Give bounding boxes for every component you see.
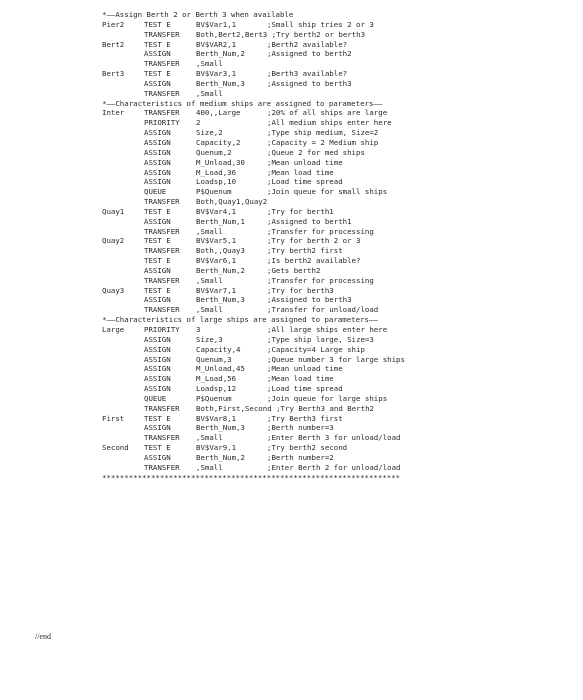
operation-field: TRANSFER	[144, 29, 180, 39]
operands-field: BV$Var4,1	[196, 206, 237, 216]
code-line	[102, 295, 572, 305]
operands-field: BV$Var3,1	[196, 69, 237, 79]
comment-field: ;Mean unload time	[267, 157, 343, 167]
comment-field: ;Load time spread	[267, 384, 343, 394]
operation-field: TRANSFER	[144, 59, 180, 69]
operation-field: ASSIGN	[144, 78, 171, 88]
code-line	[102, 276, 572, 286]
operands-field: Size,3	[196, 334, 223, 344]
operands-field: M_Load,56	[196, 374, 237, 384]
code-line	[102, 168, 572, 178]
operands-field: Berth_Num,3	[196, 295, 245, 305]
operands-field: Berth_Num,2	[196, 452, 245, 462]
operation-field: TRANSFER	[144, 275, 180, 285]
operands-field: 400,,Large	[196, 108, 241, 118]
comment-field: ;Load time spread	[267, 177, 343, 187]
operands-field: Capacity,4	[196, 344, 241, 354]
operands-field: Berth_Num,2	[196, 265, 245, 275]
operands-field: Berth_Num,3	[196, 78, 245, 88]
operands-field: BV$Var6,1	[196, 256, 237, 266]
code-line	[102, 355, 572, 365]
operands-field: Both,,Quay3	[196, 246, 245, 256]
operation-field: ASSIGN	[144, 364, 171, 374]
operation-field: TEST E	[144, 69, 171, 79]
operation-field: TRANSFER	[144, 433, 180, 443]
comment-field: ;Capacity = 2 Medium ship	[267, 137, 379, 147]
operation-field: ASSIGN	[144, 167, 171, 177]
comment-field: ;Berth3 available?	[267, 69, 348, 79]
code-line	[102, 227, 572, 237]
operation-field: QUEUE	[144, 393, 167, 403]
operands-field: BV$Var7,1	[196, 285, 237, 295]
comment-field: ;Transfer for processing	[267, 275, 374, 285]
operation-field: ASSIGN	[144, 157, 171, 167]
operation-field: ASSIGN	[144, 216, 171, 226]
end-marker: //end	[35, 632, 51, 641]
code-line	[102, 246, 572, 256]
operands-field: P$Quenum	[196, 393, 232, 403]
operation-field: PRIORITY	[144, 325, 180, 334]
operands-field: Capacity,2	[196, 137, 241, 147]
operation-field: QUEUE	[144, 187, 167, 197]
operation-field: ASSIGN	[144, 128, 171, 138]
operation-field: TEST E	[144, 19, 171, 29]
comment-field: ;Try for berth 2 or 3	[267, 236, 361, 246]
comment-field: ;Queue number 3 for large ships	[267, 354, 405, 364]
code-line	[102, 89, 572, 99]
operation-field: TEST E	[144, 285, 171, 295]
operation-field: ASSIGN	[144, 137, 171, 147]
code-line	[102, 128, 572, 138]
section-comment-line	[102, 10, 572, 20]
operation-field: TRANSFER	[144, 305, 180, 315]
comment-field: ;Join queue for small ships	[267, 187, 388, 197]
code-line	[102, 374, 572, 384]
operation-field: TEST E	[144, 413, 171, 423]
code-line	[102, 69, 572, 79]
operation-field: TRANSFER	[144, 403, 180, 413]
comment-field: ;Assigned to berth3	[267, 295, 352, 305]
operands-field: BV$Var5,1	[196, 236, 237, 246]
label-field: Pier2	[102, 19, 125, 29]
comment-field: ;Try Berth3 first	[267, 413, 343, 423]
operation-field: ASSIGN	[144, 49, 171, 59]
operation-field: PRIORITY	[144, 118, 180, 128]
operation-field: ASSIGN	[144, 334, 171, 344]
operands-field: Quenum,3	[196, 354, 232, 364]
operands-field: M_Unload,45	[196, 364, 245, 374]
code-line	[102, 49, 572, 59]
label-field: Inter	[102, 108, 125, 118]
comment-field: ;20% of all ships are large	[267, 108, 388, 118]
code-line	[102, 79, 572, 89]
comment-field: ;Small ship tries 2 or 3	[267, 19, 374, 29]
code-line	[102, 335, 572, 345]
comment-field: ;Assigned to berth3	[267, 78, 352, 88]
code-line	[102, 453, 572, 463]
operation-field: TRANSFER	[144, 462, 180, 472]
code-line	[102, 256, 572, 266]
operands-field: P$Quenum	[196, 187, 232, 197]
code-line	[102, 423, 572, 433]
comment-text: *——Characteristics of large ships are assigned to parameters——	[102, 315, 378, 325]
operation-field: ASSIGN	[144, 423, 171, 433]
comment-field: ;Mean load time	[267, 374, 334, 384]
operands-field: BV$Var1,1	[196, 19, 237, 29]
comment-field: ;Transfer for unload/load	[267, 305, 379, 315]
comment-field: ;Try berth2 first	[267, 246, 343, 256]
label-field: Bert2	[102, 39, 125, 49]
code-line	[102, 404, 572, 414]
code-line	[102, 158, 572, 168]
operation-field: ASSIGN	[144, 344, 171, 354]
code-line	[102, 148, 572, 158]
code-line	[102, 305, 572, 315]
comment-text: *——Assign Berth 2 or Berth 3 when available	[102, 10, 294, 19]
label-field: Quay2	[102, 236, 125, 246]
comment-field: ;Type ship large, Size=3	[267, 334, 374, 344]
code-line	[102, 266, 572, 276]
section-comment-line	[102, 99, 572, 109]
code-line	[102, 177, 572, 187]
operands-field: ,Small	[196, 88, 223, 98]
operation-field: TEST E	[144, 236, 171, 246]
code-line	[102, 108, 572, 118]
comment-field: ;Mean unload time	[267, 364, 343, 374]
operands-field: 2	[196, 118, 201, 128]
code-line	[102, 30, 572, 40]
operation-field: TEST E	[144, 39, 171, 49]
operands-field: Both,First,Second ;Try Berth3 and Berth2	[196, 403, 374, 413]
operands-field: Size,2	[196, 128, 223, 138]
operands-field: ,Small	[196, 305, 223, 315]
operands-field: Berth_Num,2	[196, 49, 245, 59]
code-line	[102, 325, 572, 335]
operands-field: Berth_Num,3	[196, 423, 245, 433]
operands-field: Quenum,2	[196, 147, 232, 157]
label-field: Large	[102, 325, 125, 334]
label-field: Quay3	[102, 285, 125, 295]
operands-field: ,Small	[196, 226, 223, 236]
operation-field: ASSIGN	[144, 374, 171, 384]
code-line	[102, 433, 572, 443]
comment-field: ;Mean load time	[267, 167, 334, 177]
operation-field: TRANSFER	[144, 197, 180, 207]
operation-field: TEST E	[144, 443, 171, 453]
comment-field: ;All large ships enter here	[267, 325, 388, 334]
code-line	[102, 20, 572, 30]
comment-field: ;Enter Berth 3 for unload/load	[267, 433, 401, 443]
code-line	[102, 217, 572, 227]
comment-field: ;Try berth2 second	[267, 443, 348, 453]
comment-field: ;Type ship medium, Size=2	[267, 128, 379, 138]
operation-field: TRANSFER	[144, 88, 180, 98]
label-field: First	[102, 413, 125, 423]
comment-field: ;Assigned to berth1	[267, 216, 352, 226]
comment-field: ;Enter Berth 2 for unload/load	[267, 462, 401, 472]
code-line	[102, 443, 572, 453]
label-field: Bert3	[102, 69, 125, 79]
comment-field: ;Assigned to berth2	[267, 49, 352, 59]
operation-field: ASSIGN	[144, 147, 171, 157]
operands-field: Both,Bert2,Bert3 ;Try berth2 or berth3	[196, 29, 366, 39]
code-line	[102, 59, 572, 69]
operands-field: ,Small	[196, 275, 223, 285]
operands-field: BV$Var8,1	[196, 413, 237, 423]
comment-field: ;Capacity=4 Large ship	[267, 344, 365, 354]
comment-field: ;All medium ships enter here	[267, 118, 392, 128]
operation-field: ASSIGN	[144, 354, 171, 364]
comment-field: ;Transfer for processing	[267, 226, 374, 236]
operands-field: M_Load,36	[196, 167, 237, 177]
code-line	[102, 40, 572, 50]
comment-field: ;Is berth2 available?	[267, 256, 361, 266]
code-line	[102, 187, 572, 197]
operands-field: Berth_Num,1	[196, 216, 245, 226]
operation-field: TEST E	[144, 206, 171, 216]
code-line	[102, 236, 572, 246]
comment-field: ;Berth2 available?	[267, 39, 348, 49]
operation-field: TRANSFER	[144, 226, 180, 236]
comment-text: *——Characteristics of medium ships are assigned to parameters——	[102, 98, 383, 108]
operands-field: ,Small	[196, 462, 223, 472]
code-line	[102, 345, 572, 355]
code-line	[102, 463, 572, 473]
comment-field: ;Try for berth1	[267, 206, 334, 216]
section-comment-line	[102, 315, 572, 325]
comment-field: ;Gets berth2	[267, 265, 321, 275]
comment-field: ;Berth number=2	[267, 452, 334, 462]
code-line	[102, 394, 572, 404]
operands-field: BV$VAR2,1	[196, 39, 237, 49]
operation-field: TRANSFER	[144, 246, 180, 256]
comment-field: ;Berth number=3	[267, 423, 334, 433]
operands-field: M_Unload,30	[196, 157, 245, 167]
comment-field: ;Queue 2 for med ships	[267, 147, 365, 157]
operation-field: ASSIGN	[144, 452, 171, 462]
operands-field: Loadsp,12	[196, 384, 237, 394]
operation-field: TEST E	[144, 256, 171, 266]
label-field: Quay1	[102, 206, 125, 216]
operands-field: 3	[196, 325, 201, 334]
code-line	[102, 207, 572, 217]
operands-field: ,Small	[196, 59, 223, 69]
label-field: Second	[102, 443, 129, 453]
operation-field: ASSIGN	[144, 295, 171, 305]
comment-text: *******************************************************************	[102, 472, 401, 482]
operation-field: ASSIGN	[144, 177, 171, 187]
comment-field: ;Try for berth3	[267, 285, 334, 295]
code-line	[102, 286, 572, 296]
operation-field: ASSIGN	[144, 265, 171, 275]
operands-field: BV$Var9,1	[196, 443, 237, 453]
code-line	[102, 364, 572, 374]
operation-field: ASSIGN	[144, 384, 171, 394]
operation-field: TRANSFER	[144, 108, 180, 118]
operands-field: Loadsp,10	[196, 177, 237, 187]
code-line	[102, 138, 572, 148]
code-line	[102, 414, 572, 424]
operands-field: Both,Quay1,Quay2	[196, 197, 268, 207]
section-comment-line	[102, 473, 572, 483]
code-line	[102, 118, 572, 128]
gpss-code-listing	[102, 10, 572, 483]
code-line	[102, 384, 572, 394]
code-line	[102, 197, 572, 207]
operands-field: ,Small	[196, 433, 223, 443]
comment-field: ;Join queue for large ships	[267, 393, 388, 403]
